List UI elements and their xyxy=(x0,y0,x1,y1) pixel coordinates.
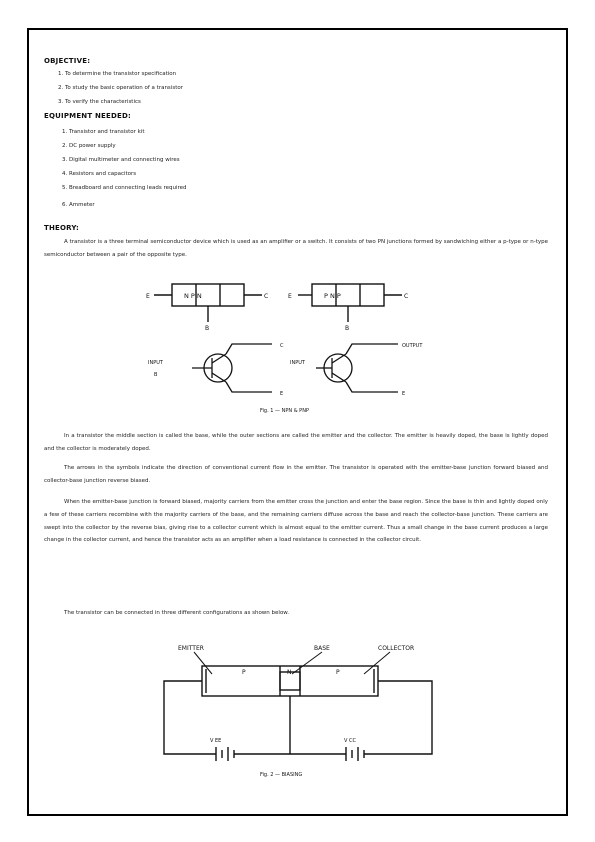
figure-1-transistor-types xyxy=(140,276,440,416)
vee-label: V EE xyxy=(210,738,222,744)
transistor-left-c-label: C xyxy=(280,343,284,349)
collector-label: COLLECTOR xyxy=(378,645,415,652)
npn-layers-label: N P N xyxy=(184,292,202,300)
emitter-type-label: P xyxy=(242,669,246,676)
equipment-item: 6. Ammeter xyxy=(62,202,95,208)
equipment-item: 2. DC power supply xyxy=(62,143,116,149)
emitter-label: EMITTER xyxy=(178,645,204,652)
transistor-symbol-left xyxy=(192,344,272,392)
figure-2-biasing-circuit xyxy=(150,636,450,786)
transistor-left-input-label: INPUT xyxy=(148,360,163,366)
pnp-layers-label: P N P xyxy=(324,292,341,300)
npn-block xyxy=(154,284,262,322)
figure-2-caption: Fig. 2 — BIASING xyxy=(260,772,303,778)
theory-paragraph-2: The arrows in the symbols indicate the direction of conventional current flow in the emitter. The transistor is operated with the emitter-base junction forward biased and collector-base junction reverse biased. xyxy=(44,465,548,484)
collector-type-label: P xyxy=(336,669,340,676)
equipment-item: 4. Resistors and capacitors xyxy=(62,171,137,177)
theory-intro: A transistor is a three terminal semiconductor device which is used as an amplifier or a switch. It consists of two PN junctions formed by sandwiching either a p-type or n-type semiconductor between a pair of the opposite type. xyxy=(44,239,548,258)
equipment-item: 1. Transistor and transistor kit xyxy=(62,129,145,135)
transistor-left-e-label: E xyxy=(280,391,284,397)
battery-vee xyxy=(216,747,234,761)
theory-paragraph-4: The transistor can be connected in three different configurations as shown below. xyxy=(64,610,290,616)
vcc-label: V CC xyxy=(344,738,356,744)
npn-base-label: B xyxy=(205,325,210,332)
transistor-symbol-right xyxy=(316,344,398,392)
objective-item: 1. To determine the transistor specification xyxy=(58,71,177,77)
theory-paragraph-1: In a transistor the middle section is called the base, while the outer sections are called the emitter and the collector. The emitter is heavily doped, the base is lightly doped and the collector is moderately doped. xyxy=(44,433,548,452)
pnp-block xyxy=(298,284,402,322)
equipment-item: 3. Digital multimeter and connecting wires xyxy=(62,157,180,163)
battery-vcc xyxy=(346,747,364,761)
transistor-right-input-label: INPUT xyxy=(290,360,305,366)
theory-paragraph-3: When the emitter-base junction is forward biased, majority carriers from the emitter cross the junction and enter the base region. Since the base is thin and lightly doped only a few of these carriers recombine with the majority carriers of the base, and the remaining carriers diffuse across the base and reach the collector-base junction. These carriers are swept into the collector by the reverse bias, giving rise to a collector current which is almost equal to the emitter current. Thus a small change in the base current produces a large change in the collector current, and hence the transistor acts as an amplifier when a load resistance is connected in the collector circuit. xyxy=(44,499,548,544)
theory-heading: THEORY: xyxy=(44,224,80,232)
transistor-right-output-label: OUTPUT xyxy=(402,343,423,349)
objective-heading: OBJECTIVE: xyxy=(44,57,91,65)
pnp-collector-label: C xyxy=(404,293,409,300)
pnp-emitter-label: E xyxy=(288,293,292,300)
equipment-item: 5. Breadboard and connecting leads required xyxy=(62,185,187,191)
pnp-base-label: B xyxy=(345,325,350,332)
figure-1-caption: Fig. 1 — NPN & PNP xyxy=(260,408,309,414)
bias-circuit-wires xyxy=(164,681,432,754)
objective-item: 2. To study the basic operation of a transistor xyxy=(58,85,183,91)
objective-item: 3. To verify the characteristics xyxy=(58,99,141,105)
transistor-left-b-label: B xyxy=(154,372,158,378)
base-label: BASE xyxy=(314,645,330,652)
npn-emitter-label: E xyxy=(146,293,150,300)
npn-collector-label: C xyxy=(264,293,269,300)
base-type-label: N xyxy=(287,669,292,676)
equipment-heading: EQUIPMENT NEEDED: xyxy=(44,112,131,120)
transistor-right-e-label: E xyxy=(402,391,406,397)
